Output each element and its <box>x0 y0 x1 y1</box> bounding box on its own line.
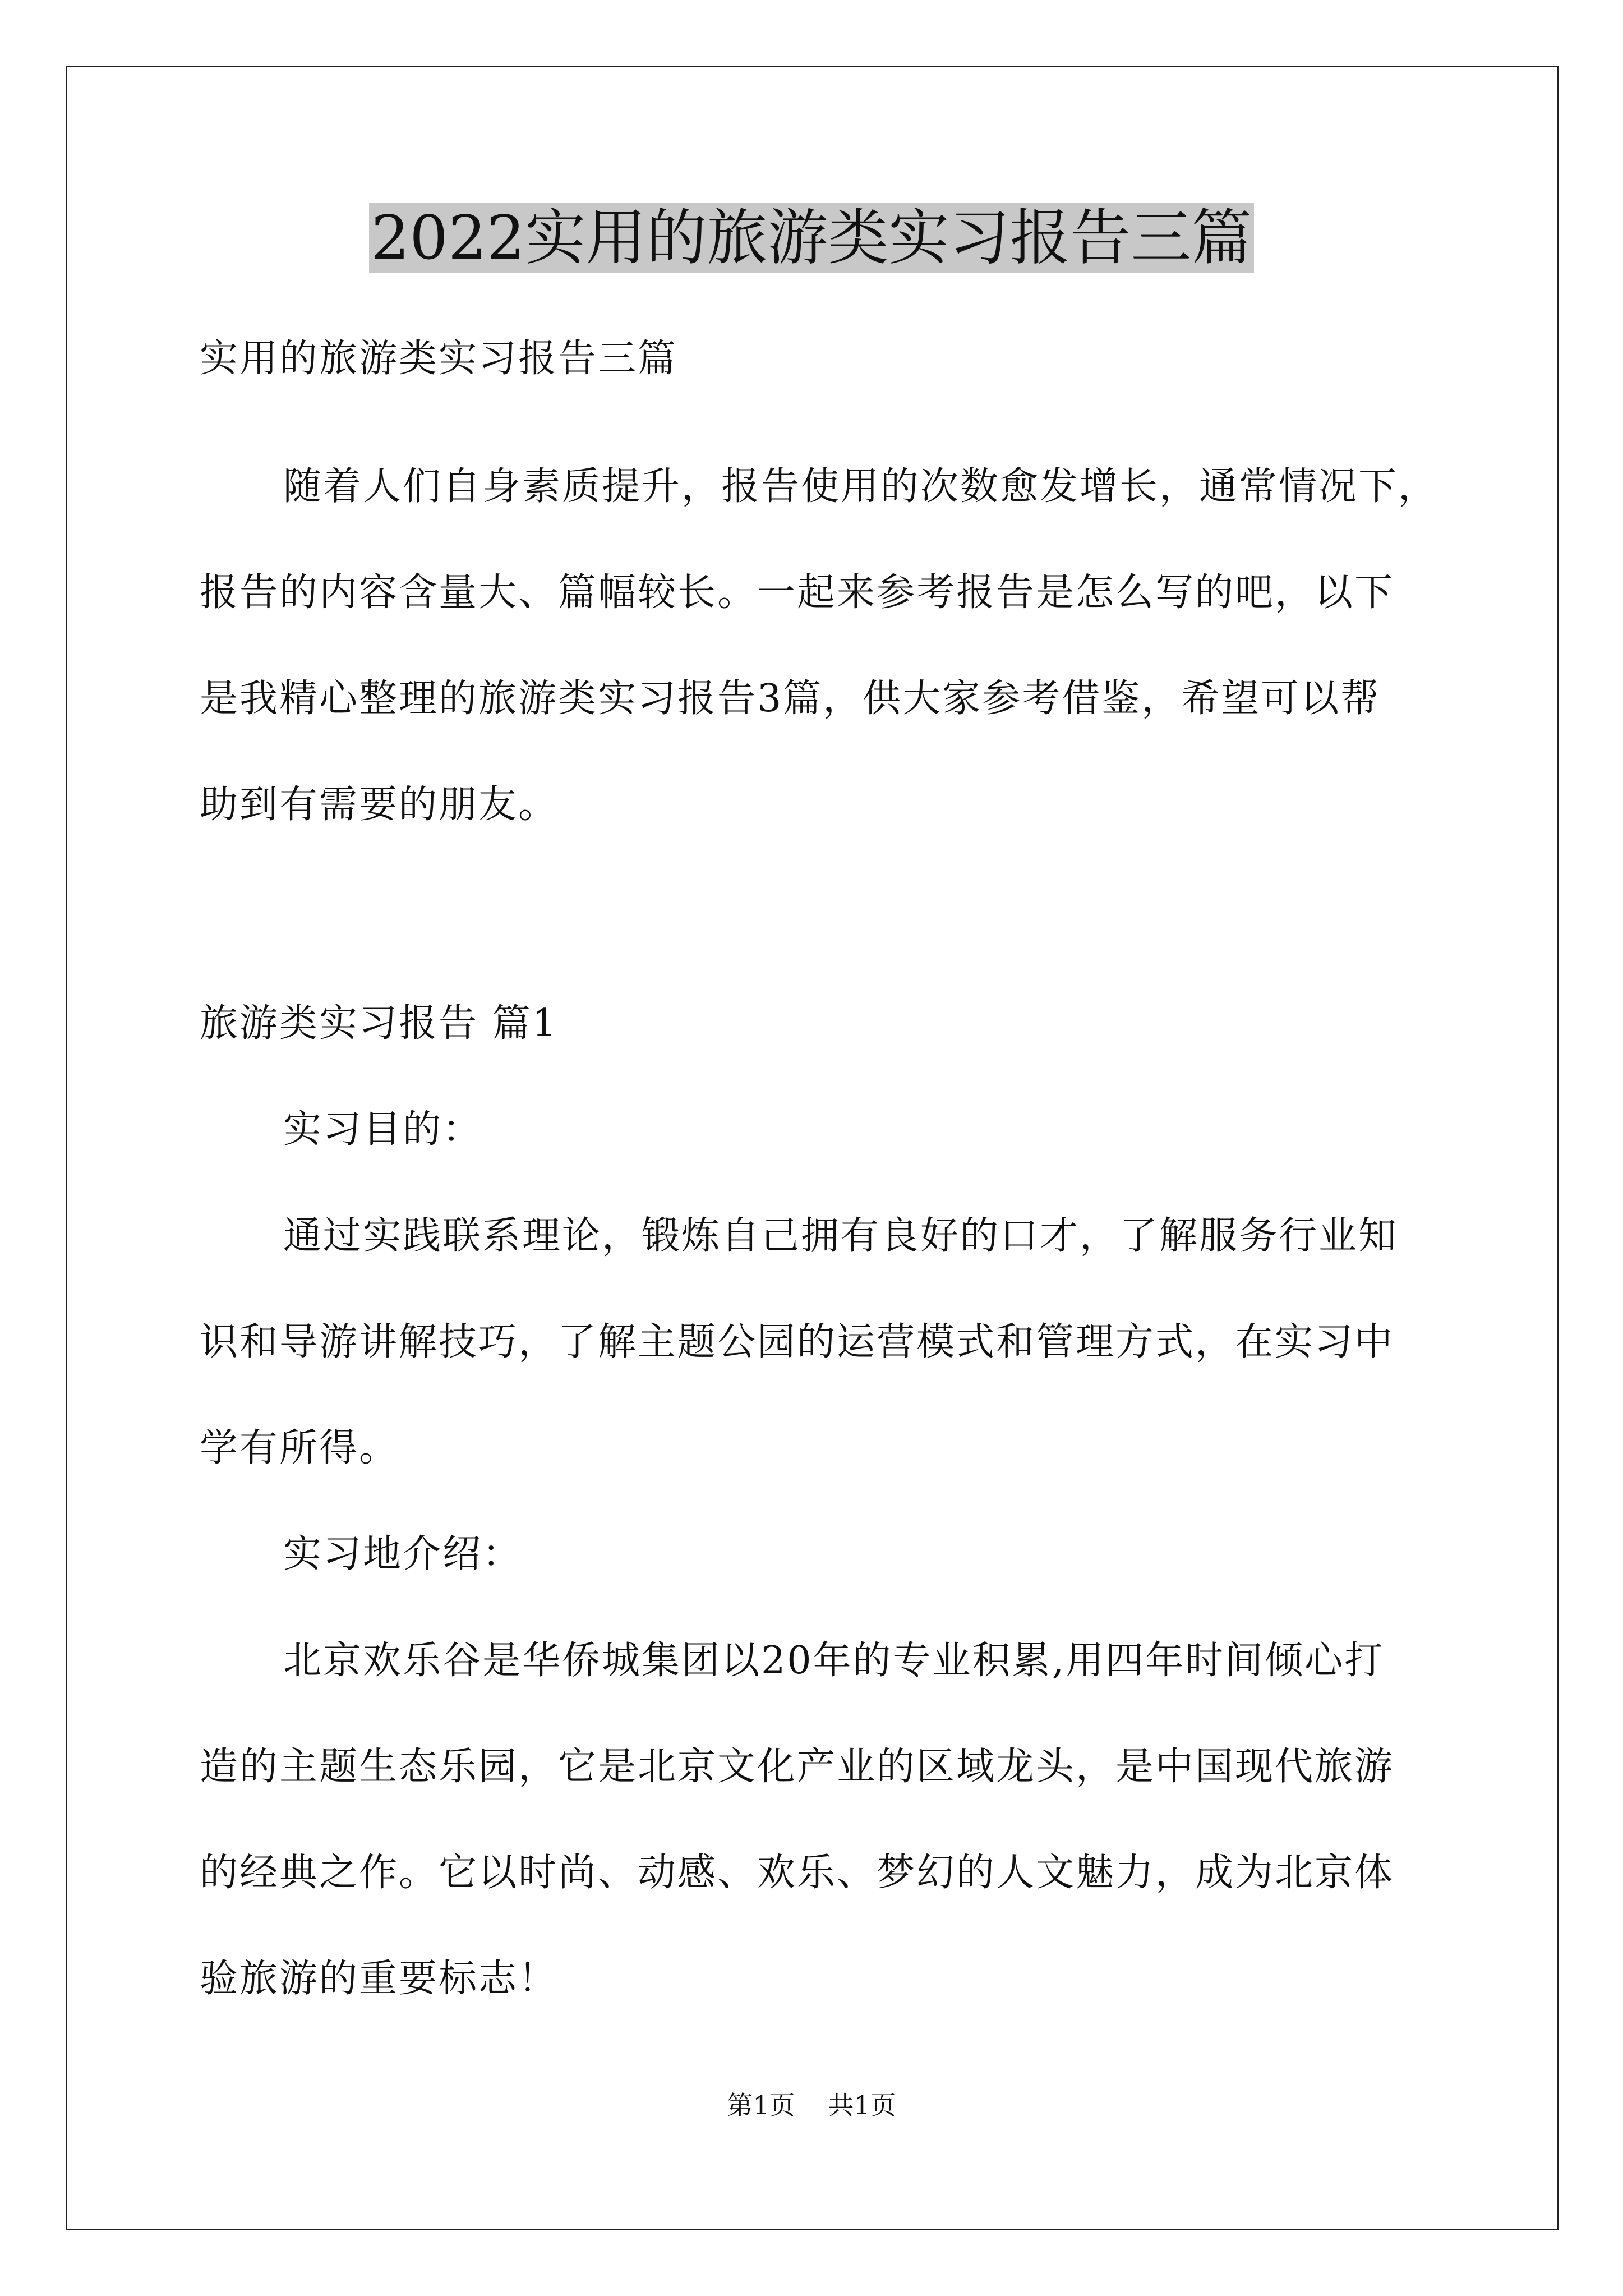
intro-line-3: 是我精心整理的旅游类实习报告3篇，供大家参考借鉴，希望可以帮 <box>200 677 1381 721</box>
page-number-total: 共1页 <box>828 2090 896 2120</box>
location-line-2: 造的主题生态乐园，它是北京文化产业的区域龙头，是中国现代旅游 <box>200 1745 1395 1789</box>
intro-line-1: 随着人们自身素质提升，报告使用的次数愈发增长，通常情况下， <box>283 464 1438 509</box>
document-title <box>0 196 1623 280</box>
page-footer <box>0 2086 1623 2125</box>
page-number-current: 第1页 <box>727 2090 795 2120</box>
location-line-4: 验旅游的重要标志！ <box>200 1957 559 2001</box>
purpose-line-1: 通过实践联系理论，锻炼自己拥有良好的口才，了解服务行业知 <box>283 1214 1399 1258</box>
intro-line-2: 报告的内容含量大、篇幅较长。一起来参考报告是怎么写的吧，以下 <box>200 570 1395 615</box>
location-line-1: 北京欢乐谷是华侨城集团以20年的专业积累,用四年时间倾心打 <box>283 1639 1385 1683</box>
document-title-text: 2022实用的旅游类实习报告三篇 <box>369 203 1255 273</box>
purpose-line-3: 学有所得。 <box>200 1426 399 1470</box>
document-subtitle: 实用的旅游类实习报告三篇 <box>200 337 678 381</box>
location-line-3: 的经典之作。它以时尚、动感、欢乐、梦幻的人文魅力，成为北京体 <box>200 1851 1395 1895</box>
section-heading: 旅游类实习报告 篇1 <box>200 1001 558 1046</box>
purpose-line-2: 识和导游讲解技巧，了解主题公园的运营模式和管理方式，在实习中 <box>200 1320 1395 1364</box>
intro-line-4: 助到有需要的朋友。 <box>200 783 559 827</box>
location-heading: 实习地介绍： <box>283 1532 523 1576</box>
purpose-heading: 实习目的： <box>283 1107 483 1152</box>
